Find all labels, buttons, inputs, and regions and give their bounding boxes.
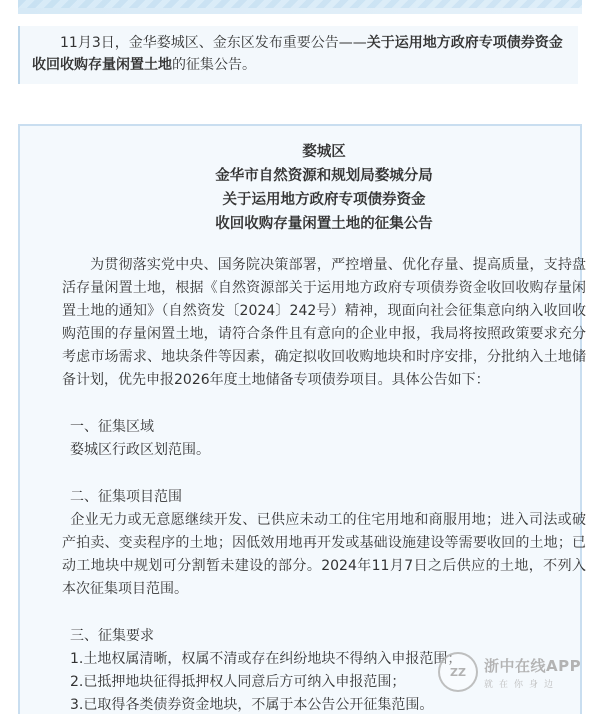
section-line: 2.已抵押地块征得抵押权人同意后方可纳入申报范围； (70, 674, 406, 690)
app-watermark (438, 650, 598, 694)
notice-body (62, 254, 586, 392)
header-decoration (18, 0, 582, 14)
intro-block (18, 26, 578, 84)
intro-text: 11月3日，金华婺城区、金东区发布重要公告—— (60, 35, 367, 51)
notice-title-line: 关于运用地方政府专项债券资金 (222, 192, 426, 208)
intro-tail: 的征集公告。 (172, 57, 256, 73)
section-heading: 三、征集要求 (70, 628, 154, 644)
decorative-wave (18, 0, 582, 8)
notice-title-line: 收回收购存量闲置土地的征集公告 (215, 216, 433, 232)
notice-body-text: 为贯彻落实党中央、国务院决策部署，严控增量、优化存量、提高质量，支持盘活存量闲置土地，根据《自然资源部关于运用地方政府专项债券资金收回收购存量闲置土地的通知》（自然资发〔2024〕242号）精神，现面向社会征集意向纳入收回收购范围的存量闲置土地，请符合条件且有意向的企业申报，我局将按照政策要求充分考虑市场需求、地块条件等因素，确定拟收回收购地块和时序安排，分批纳入土地储备计划，优先申报2026年度土地储备专项债券项目。具体公告如下： (62, 257, 586, 388)
notice-title-line: 金华市自然资源和规划局婺城分局 (215, 168, 433, 184)
watermark-slogan: 就在你身边 (484, 679, 560, 690)
section-line: 3.已取得各类债券资金地块，不属于本公告公开征集范围。 (70, 697, 434, 713)
notice-content (62, 140, 586, 717)
notice-panel (18, 124, 586, 714)
app-logo-icon: ZZ (438, 652, 478, 692)
section-paragraph-text: 企业无力或无意愿继续开发、已供应未动工的住宅用地和商服用地；进入司法或破产拍卖、变卖程序的土地；因低效用地再开发或基础设施建设等需要收回的土地；已动工地块中规划可分割暂未建设的部分。2024年11月7日之后供应的土地，不列入本次征集项目范围。 (62, 512, 586, 597)
section-line: 1.土地权属清晰，权属不清或存在纠纷地块不得纳入申报范围； (70, 651, 462, 667)
intro-bold-text: 关于运用地方政府专项债券资金收回收购存量闲置土地 (32, 35, 563, 73)
section-heading: 二、征集项目范围 (70, 489, 182, 505)
notice-title-line: 婺城区 (302, 144, 346, 160)
section-paragraph (62, 509, 586, 601)
section-heading: 一、征集区域 (70, 419, 154, 435)
watermark-brand: 浙中在线APP (484, 656, 582, 675)
section-line: 婺城区行政区划范围。 (70, 442, 210, 458)
